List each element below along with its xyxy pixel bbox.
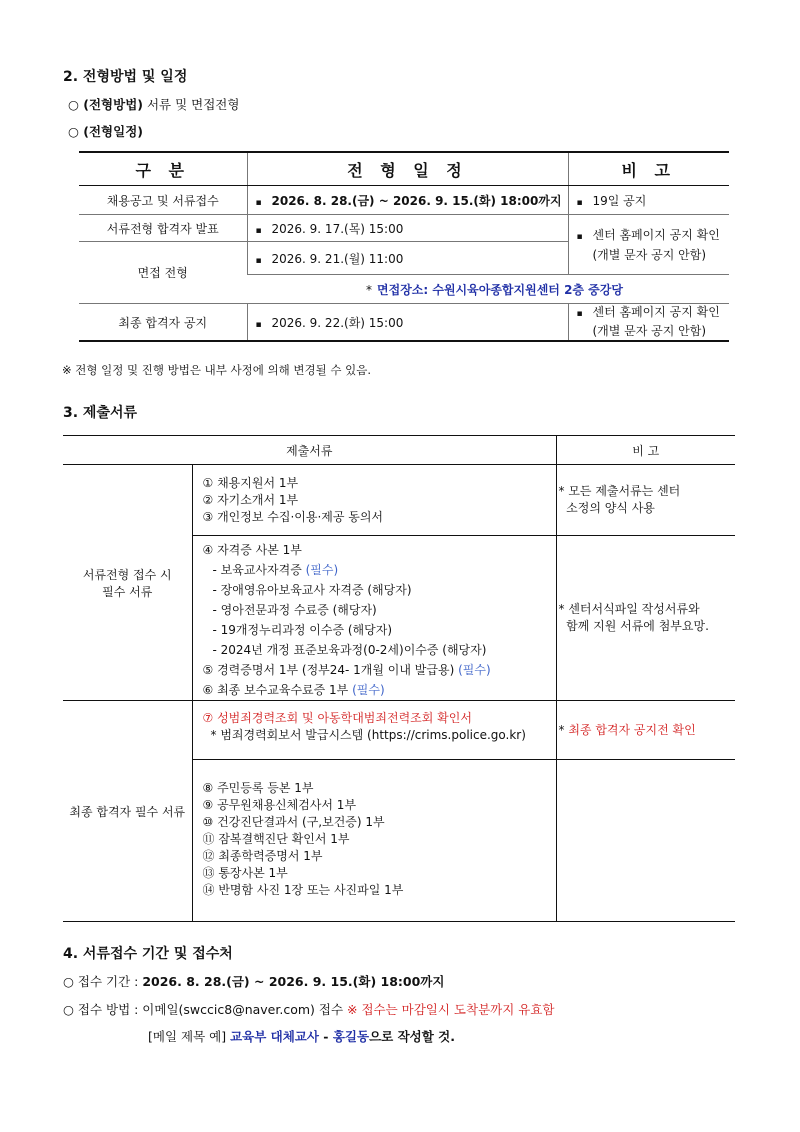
section2-heading: 2. 전형방법 및 일정 [63,69,188,85]
item6-mark: (필수) [352,683,385,697]
row2-date: ▪ 2026. 9. 17.(목) 15:00 [247,215,568,242]
table-row [79,304,729,342]
group2-note [556,536,735,701]
item5-mark: (필수) [458,663,491,677]
subject-line [148,1027,455,1045]
row2-category: 서류전형 합격자 발표 [79,215,247,242]
list-item: ① 채용지원서 1부 [202,476,299,490]
group4-docs [192,760,556,922]
row1-category: 채용공고 및 서류접수 [79,186,247,215]
list-item [203,660,556,680]
schedule-label: ○ (전형일정) [68,124,143,139]
period-label: ○ 접수 기간 : [63,974,143,989]
method-label: ○ (전형방법) [68,97,143,112]
list-item: ⑨ 공무원채용신체검사서 1부 [202,798,357,812]
table-row [63,465,735,536]
submission-method-label: ○ 접수 방법 : 이메일(swccic8@naver.com) 접수 [63,1002,347,1017]
table-row [79,215,729,242]
row4-date: ▪ 2026. 9. 22.(화) 15:00 [247,304,568,342]
row1-date: ▪ 2026. 8. 28.(금) ~ 2026. 9. 15.(화) 18:00까지 [247,186,568,215]
schedule-table [79,151,729,342]
list-item: ⑪ 잠복결핵진단 확인서 1부 [202,832,350,846]
group2-docs [192,536,556,701]
list-item [203,560,556,580]
documents-header-row [63,436,735,465]
subject-prefix: [메일 제목 예] [148,1029,231,1044]
row4-category: 최종 합격자 공지 [79,304,247,342]
item5-text: ⑤ 경력증명서 1부 (정부24- 1개월 이내 발급용) [202,663,459,677]
sub1-text: - 보육교사자격증 [212,563,306,577]
row2-note-line2: (개별 문자 공지 안함) [592,247,707,262]
group1-note-line1: * 모든 제출서류는 센터 [558,484,681,498]
list-item: ⑭ 반명함 사진 1장 또는 사진파일 1부 [202,883,404,897]
list-item: ⑦ 성범죄경력조회 및 아동학대범죄전력조회 확인서 [202,711,472,725]
period-line [63,972,444,990]
row4-note-line2: (개별 문자 공지 안함) [592,324,707,338]
section4-heading: 4. 서류접수 기간 및 접수처 [63,946,233,962]
period-value: 2026. 8. 28.(금) ~ 2026. 9. 15.(화) 18:00까지 [142,974,445,989]
group1-note-line2: 소정의 양식 사용 [558,501,655,515]
list-item: ⑧ 주민등록 등본 1부 [202,781,314,795]
group3-note [556,701,735,760]
schedule-header-note: 비 고 [568,152,729,186]
table-row [63,701,735,760]
row4-note [568,304,729,342]
subject-dash: - [318,1029,333,1044]
list-item: ⑬ 통장사본 1부 [202,866,288,880]
row2-note-line1: ▪ 센터 홈페이지 공지 확인 [577,226,730,246]
row3-date: ▪ 2026. 9. 21.(월) 11:00 [247,242,568,275]
schedule-note: ※ 전형 일정 및 진행 방법은 내부 사정에 의해 변경될 수 있음. [62,363,372,377]
row3-venue [247,275,729,304]
group1-docs [192,465,556,536]
group3-note-text: 최종 합격자 공지전 확인 [568,722,696,737]
group3-note-star: * [558,722,569,737]
documents-table [63,435,735,922]
group4-note [556,760,735,922]
submission-warning: ※ 접수는 마감일시 도착분까지 유효함 [347,1002,555,1017]
schedule-header-row [79,152,729,186]
subject-suffix: 으로 작성할 것. [369,1029,455,1044]
category-final: 최종 합격자 필수 서류 [63,701,192,922]
table-row [79,186,729,215]
venue-star: * [366,282,373,297]
list-item: ③ 개인정보 수집·이용·제공 동의서 [202,510,384,524]
row2-note [568,215,729,275]
list-item [203,680,556,700]
group1-note [556,465,735,536]
sub1-mark: (필수) [305,563,339,577]
list-item: * 범죄경력회보서 발급시스템 (https://crims.police.go.kr) [210,728,526,742]
list-item: ④ 자격증 사본 1부 [202,543,302,557]
method-text: 서류 및 면접전형 [143,97,240,112]
documents-header-note: 비 고 [556,436,735,465]
schedule-header-date: 전 형 일 정 [247,152,568,186]
row4-note-line1: ▪ 센터 홈페이지 공지 확인 [577,304,730,323]
method-line [68,95,239,113]
list-item: - 장애영유아보육교사 자격증 (해당자) [212,583,412,597]
group2-note-line1: * 센터서식파일 작성서류와 [558,602,700,616]
item6-text: ⑥ 최종 보수교육수료증 1부 [202,683,353,697]
list-item: ⑫ 최종학력증명서 1부 [202,849,323,863]
category1-line2: 필수 서류 [102,584,153,599]
venue-text: 면접장소: 수원시육아종합지원센터 2층 중강당 [377,282,623,297]
category-document-screening [63,465,192,701]
list-item: ② 자기소개서 1부 [202,493,299,507]
list-item: ⑩ 건강진단결과서 (구,보건증) 1부 [202,815,385,829]
row1-note: ▪ 19일 공지 [568,186,729,215]
group3-docs [192,701,556,760]
documents-header-docs: 제출서류 [63,436,556,465]
row3-category: 면접 전형 [79,242,247,304]
list-item: - 영아전문과정 수료증 (해당자) [212,603,377,617]
subject-part2: 홍길동 [332,1029,370,1044]
section3-heading: 3. 제출서류 [63,405,138,421]
list-item: - 19개정누리과정 이수증 (해당자) [212,623,393,637]
list-item: - 2024년 개정 표준보육과정(0-2세)이수증 (해당자) [212,643,487,657]
schedule-header-category: 구 분 [79,152,247,186]
category1-line1: 서류전형 접수 시 [82,567,172,582]
group2-note-line2: 함께 지원 서류에 첨부요망. [558,619,709,633]
subject-part1: 교육부 대체교사 [230,1029,319,1044]
method-submission-line [63,1000,555,1018]
